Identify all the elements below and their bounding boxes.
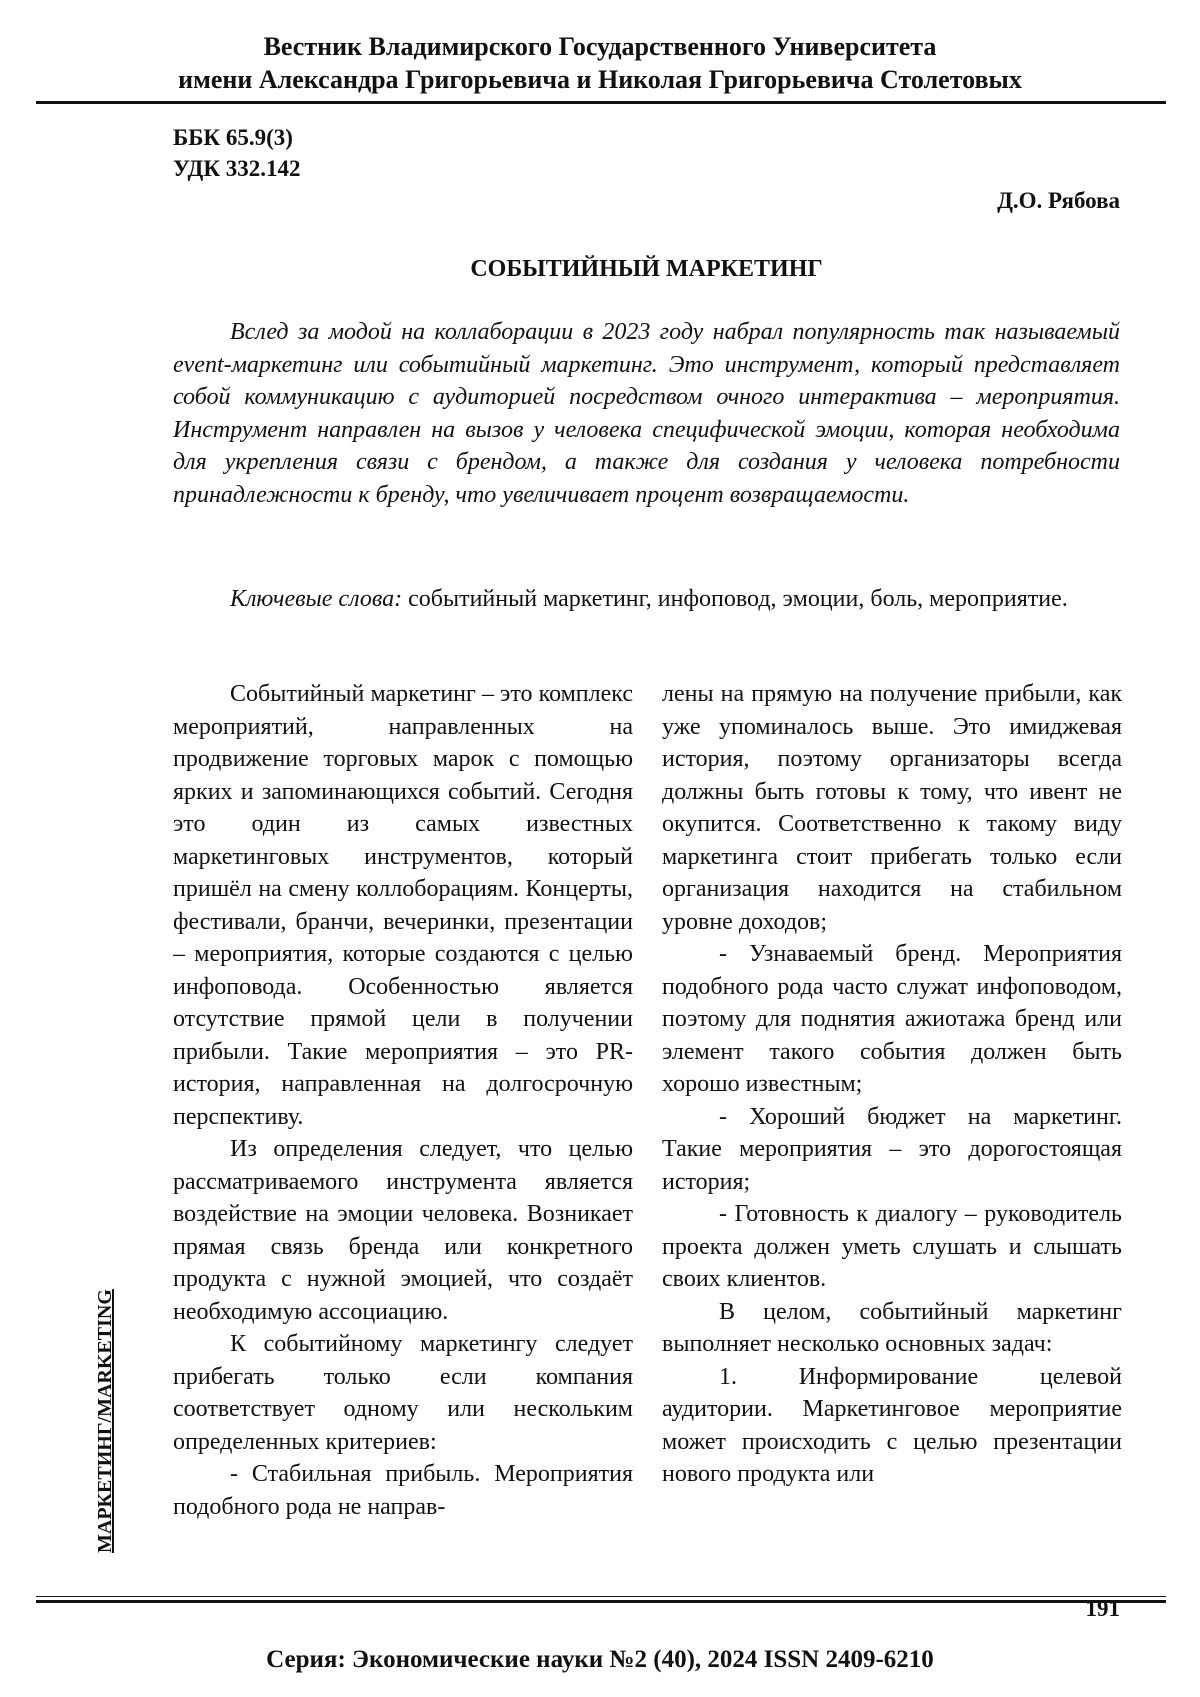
keywords-label: Ключевые слова: (230, 586, 403, 612)
series-footer: Серия: Экономические науки №2 (40), 2024 ISSN 2409-6210 (266, 1646, 934, 1673)
udk-code: УДК 332.142 (173, 156, 301, 181)
journal-title-line2: имени Александра Григорьевича и Николая Григорьевича Столетовых (178, 65, 1022, 94)
body-column-right (662, 678, 1122, 1589)
bbk-code: ББК 65.9(3) (173, 125, 293, 150)
body-paragraph: - Узнаваемый бренд. Мероприятия подобного рода часто служат инфоповодом, поэтому для поднятия ажиотажа бренд или элемент такого события должен быть хорошо известным; (662, 941, 1122, 1097)
author-name: Д.О. Рябова (997, 188, 1120, 213)
body-paragraph: - Готовность к диалогу – руководитель проекта должен уметь слушать и слышать своих клиентов. (662, 1201, 1122, 1292)
keywords (173, 583, 1120, 616)
article-title: СОБЫТИЙНЫЙ МАРКЕТИНГ (470, 256, 823, 282)
body-paragraph: - Стабильная прибыль. Мероприятия подобного рода не направ- (173, 1461, 633, 1520)
footer-rule-thick (36, 1600, 1166, 1603)
body-paragraph: Из определения следует, что целью рассматриваемого инструмента является воздействие на эмоции человека. Возникает прямая связь бренда или конкретного продукта с нужной эмоцией, что создаёт необходимую ассоциацию. (173, 1136, 633, 1325)
section-label: МАРКЕТИНГ/MARKETING (94, 1289, 116, 1553)
body-paragraph: К событийному маркетингу следует прибегать только если компания соответствует одному или нескольким определенных критериев: (173, 1331, 633, 1455)
classification-codes (173, 122, 301, 184)
abstract: Вслед за модой на коллаборации в 2023 году набрал популярность так называемый event-маркетинг или событийный маркетинг. Это инструмент, который представляет собой коммуникацию с аудиторией посредством очного интерактива – мероприятия. Инструмент направлен на вызов у человека специфической эмоции, которая необходима для укрепления связи с брендом, а также для создания у человека потребности принадлежности к бренду, что увеличивает процент возвращаемости. (173, 319, 1120, 508)
body-paragraph: В целом, событийный маркетинг выполняет несколько основных задач: (662, 1298, 1122, 1357)
body-paragraph-continued: лены на прямую на получение прибыли, как уже упоминалось выше. Это имиджевая история, поэтому организаторы всегда должны быть готовы к тому, что ивент не окупится. Соответственно к такому виду маркетинга стоит прибегать только если организация находится на стабильном уровне доходов; (662, 681, 1122, 935)
body-column-left (173, 678, 633, 1589)
body-paragraph: Событийный маркетинг – это комплекс мероприятий, направленных на продвижение торговых марок с помощью ярких и запоминающихся событий. Сегодня это один из самых известных маркетинговых инструментов, который пришёл на смену коллоборациям. Концерты, фестивали, бранчи, вечеринки, презентации – мероприятия, которые создаются с целью инфоповода. Особенностью является отсутствие прямой цели в получении прибыли. Такие мероприятия – это PR-история, направленная на долгосрочную перспективу. (173, 681, 633, 1130)
keywords-list: событийный маркетинг, инфоповод, эмоции, боль, мероприятие. (402, 586, 1068, 612)
journal-title-line1: Вестник Владимирского Государственного Университета (263, 32, 937, 61)
header-rule (36, 101, 1166, 104)
body-paragraph: 1. Информирование целевой аудитории. Маркетинговое мероприятие может происходить с целью презентации нового продукта или (662, 1363, 1122, 1487)
footer-rule-thin (36, 1596, 1166, 1597)
journal-header (40, 30, 1160, 96)
page-number: 191 (1085, 1596, 1120, 1621)
body-paragraph: - Хороший бюджет на маркетинг. Такие мероприятия – это дорогостоящая история; (662, 1103, 1122, 1195)
